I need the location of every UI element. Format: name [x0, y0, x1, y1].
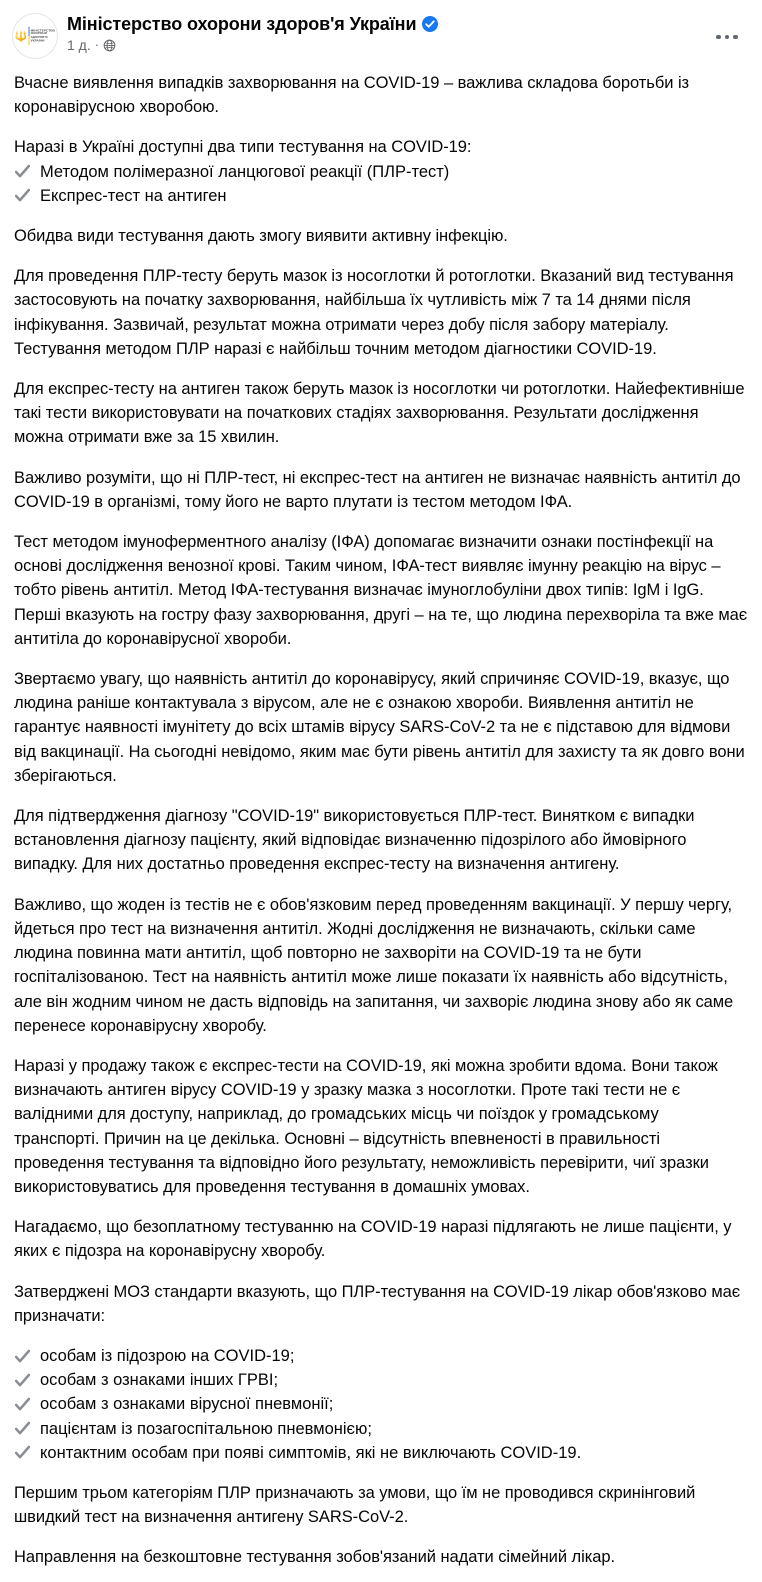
post-body	[0, 65, 762, 1582]
post-paragraph: Направлення на безкоштовне тестування зобов'язаний надати сімейний лікар.	[14, 1548, 616, 1567]
ellipsis-icon	[716, 35, 721, 40]
list-item-label: особам з ознаками вірусної пневмонії;	[40, 1395, 334, 1414]
check-icon	[14, 1441, 33, 1465]
testing-types-list	[14, 160, 748, 208]
check-icon	[14, 1417, 33, 1441]
avatar-logo-line: УКРАЇНИ	[30, 38, 45, 43]
meta-separator: ·	[94, 37, 100, 52]
post-paragraph: Тест методом імуноферментного аналізу (ІФА) допомагає визначити ознаки постінфекції на основі дослідження венозної крові. Таким чином, ІФА-тест виявляє імунну реакцію на вірус – тобто рівень антитіл. Метод ІФА-тестування визначає імуноглобуліни двох типів: IgM і IgG. Перші вказують на гостру фазу захворювання, другі – на те, що людина перехворіла та вже має антитіла до коронавірусної хвороби.	[14, 533, 748, 648]
post-paragraph: Для підтвердження діагнозу "COVID-19" використовується ПЛР-тест. Винятком є випадки встановлення діагнозу пацієнту, який відповідає визначенню підозрілого або ймовірного випадку. Для них достатньо проведення експрес-тесту на визначення антигену.	[14, 807, 695, 874]
post-paragraph: Обидва види тестування дають змогу виявити активну інфекцію.	[14, 227, 508, 246]
check-icon	[14, 160, 33, 184]
avatar-logo-text	[31, 29, 56, 43]
post-paragraph: Нагадаємо, що безоплатному тестуванню на COVID-19 наразі підлягають не лише пацієнти, у яких є підозра на коронавірусну хворобу.	[14, 1218, 732, 1261]
list-item	[14, 1368, 748, 1392]
author-name-row	[67, 13, 438, 35]
post-header	[0, 0, 762, 65]
post-timestamp[interactable]: 1 д.	[67, 37, 91, 53]
list-item-label: особам із підозрою на COVID-19;	[40, 1346, 295, 1365]
post-paragraph: Звертаємо увагу, що наявність антитіл до коронавірусу, який спричиняє COVID-19, вказує, що людина раніше контактувала з вірусом, але не є ознакою хвороби. Виявлення антитіл не гарантує наявності імунітету до всіх штамів вірусу SARS-CoV-2 та не є підставою для відмови від вакцинації. На сьогодні невідомо, яким має бути рівень антитіл для захисту та як довго вони зберігаються.	[14, 670, 745, 785]
check-icon	[14, 1344, 33, 1368]
post-paragraph: Важливо, що жоден із тестів не є обов'язковим перед проведенням вакцинації. У першу чергу, йдеться про тест на визначення антитіл. Жодні дослідження не визначають, скільки саме людина повинна мати антитіл, щоб повторно не захворіти на COVID-19 та не бути госпіталізованою. Тест на наявність антитіл може лише показати їх наявність або відсутність, але він жодним чином не дасть відповідь на запитання, чи захворіє людина знову або як саме перенесе коронавірусну хворобу.	[14, 895, 734, 1035]
post-paragraph: Наразі в Україні доступні два типи тестування на COVID-19:	[14, 138, 472, 157]
post-paragraph: Для проведення ПЛР-тесту беруть мазок із носоглотки й ротоглотки. Вказаний вид тестування застосовують на початку захворювання, найбільша їх чутливість між 7 та 14 днями після інфікування. Зазвичай, результат можна отримати через добу після забору матеріалу. Тестування методом ПЛР наразі є найбільш точним методом діагностики COVID-19.	[14, 267, 734, 358]
check-icon	[14, 1368, 33, 1392]
post-more-options-button[interactable]	[710, 20, 744, 54]
list-item-label: контактним особам при появі симптомів, які не виключають COVID-19.	[40, 1443, 582, 1462]
list-item-label: Методом полімеразної ланцюгової реакції (ПЛР-тест)	[40, 162, 450, 181]
ellipsis-icon	[733, 35, 738, 40]
avatar-logo-line: ОХОРОНИ	[30, 31, 47, 36]
list-item	[14, 1344, 748, 1368]
check-icon	[14, 1392, 33, 1416]
list-item	[14, 160, 748, 184]
list-item	[14, 1392, 748, 1416]
avatar-logo	[15, 27, 55, 45]
post-paragraph: Важливо розуміти, що ні ПЛР-тест, ні експрес-тест на антиген не визначає наявність антитіл до COVID-19 в організмі, тому його не варто плутати із тестом методом ІФА.	[14, 468, 741, 511]
pcr-indications-list	[14, 1344, 748, 1465]
post-paragraph: Першим трьом категоріям ПЛР призначають за умови, що їм не проводився скринінговий швидкий тест на визначення антигену SARS-CoV-2.	[14, 1483, 696, 1527]
globe-icon[interactable]	[103, 39, 116, 52]
post-paragraph: Затверджені МОЗ стандарти вказують, що ПЛР-тестування на COVID-19 лікар обов'язково має призначати:	[14, 1282, 741, 1325]
avatar-logo-line: ЗДОРОВ'Я	[30, 35, 48, 39]
trident-icon: 🔱	[14, 30, 28, 42]
list-item	[14, 1417, 748, 1441]
list-item	[14, 184, 748, 208]
avatar[interactable]	[12, 13, 58, 59]
ellipsis-icon	[725, 35, 730, 40]
check-icon	[14, 184, 33, 208]
list-item	[14, 1441, 748, 1465]
post-paragraph: Для експрес-тесту на антиген також беруть мазок із носоглотки чи ротоглотки. Найефективніше такі тести використовувати на початкових стадіях захворювання. Результати дослідження можна отримати вже за 15 хвилин.	[14, 380, 745, 447]
page-name[interactable]: Міністерство охорони здоров'я України	[67, 14, 417, 34]
post-header-text	[67, 12, 438, 54]
post-meta	[67, 36, 438, 54]
list-item-label: Експрес-тест на антиген	[40, 186, 227, 205]
avatar-divider-bar	[28, 27, 29, 45]
list-item-label: особам з ознаками інших ГРВІ;	[40, 1371, 279, 1390]
verified-badge-icon	[422, 16, 438, 32]
post-paragraph: Вчасне виявлення випадків захворювання на COVID-19 – важлива складова боротьби із коронавірусною хворобою.	[14, 74, 690, 117]
list-item-label: пацієнтам із позагоспітальною пневмонією;	[40, 1419, 372, 1438]
post-paragraph: Наразі у продажу також є експрес-тести на COVID-19, які можна зробити вдома. Вони також визначають антиген вірусу COVID-19 у зразку мазка з носоглотки. Проте такі тести не є валідними для доступу, наприклад, до громадських місць чи поїздок у громадському транспорті. Причин на це декілька. Основні – відсутність впевненості в правильності проведення тестування та відповідно його результату, неможливість перевірити, чиї зразки використовуватись для проведення тестування в домашніх умовах.	[14, 1056, 718, 1196]
avatar-logo-line: МІНІСТЕРСТВО	[30, 28, 56, 33]
